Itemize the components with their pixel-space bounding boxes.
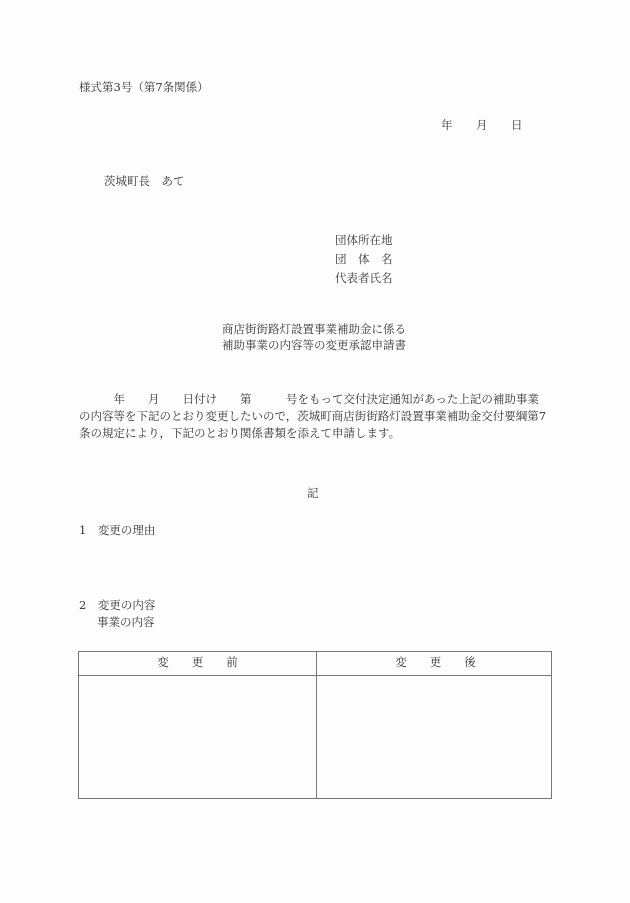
section-2-heading: 2 変更の内容 (79, 598, 156, 612)
title-line-2: 補助事業の内容等の変更承認申請書 (222, 338, 406, 352)
form-number: 様式第3号（第7条関係） (79, 80, 209, 94)
body-line-1: 年 月 日付け 第 号をもって交付決定通知があった上記の補助事業 (79, 392, 539, 406)
date-line (441, 120, 523, 132)
section-1-heading: 1 変更の理由 (79, 523, 156, 537)
title-line-1: 商店街街路灯設置事業補助金に係る (222, 322, 406, 336)
body-paragraph (79, 391, 551, 442)
document-title (222, 321, 406, 353)
change-table (78, 651, 552, 799)
table-header-after: 変 更 後 (395, 655, 476, 669)
date-day: 日 (511, 118, 523, 132)
ki-heading: 記 (307, 486, 319, 500)
applicant-block (335, 231, 393, 288)
addressee: 茨城町長 あて (104, 174, 185, 188)
date-month: 月 (476, 118, 488, 132)
applicant-representative-label: 代表者氏名 (335, 271, 393, 285)
table-cell-after[interactable] (317, 676, 553, 798)
table-cell-before[interactable] (79, 676, 315, 798)
date-year: 年 (441, 118, 453, 132)
applicant-name-label: 団 体 名 (335, 252, 393, 266)
body-line-3: 条の規定により，下記のとおり関係書類を添えて申請します。 (79, 426, 401, 440)
section-2-subheading: 事業の内容 (97, 615, 155, 629)
applicant-address-label: 団体所在地 (335, 233, 393, 247)
body-line-2: の内容等を下記のとおり変更したいので，茨城町商店街街路灯設置事業補助金交付要綱第7 (79, 409, 547, 423)
table-header-before: 変 更 前 (157, 655, 238, 669)
